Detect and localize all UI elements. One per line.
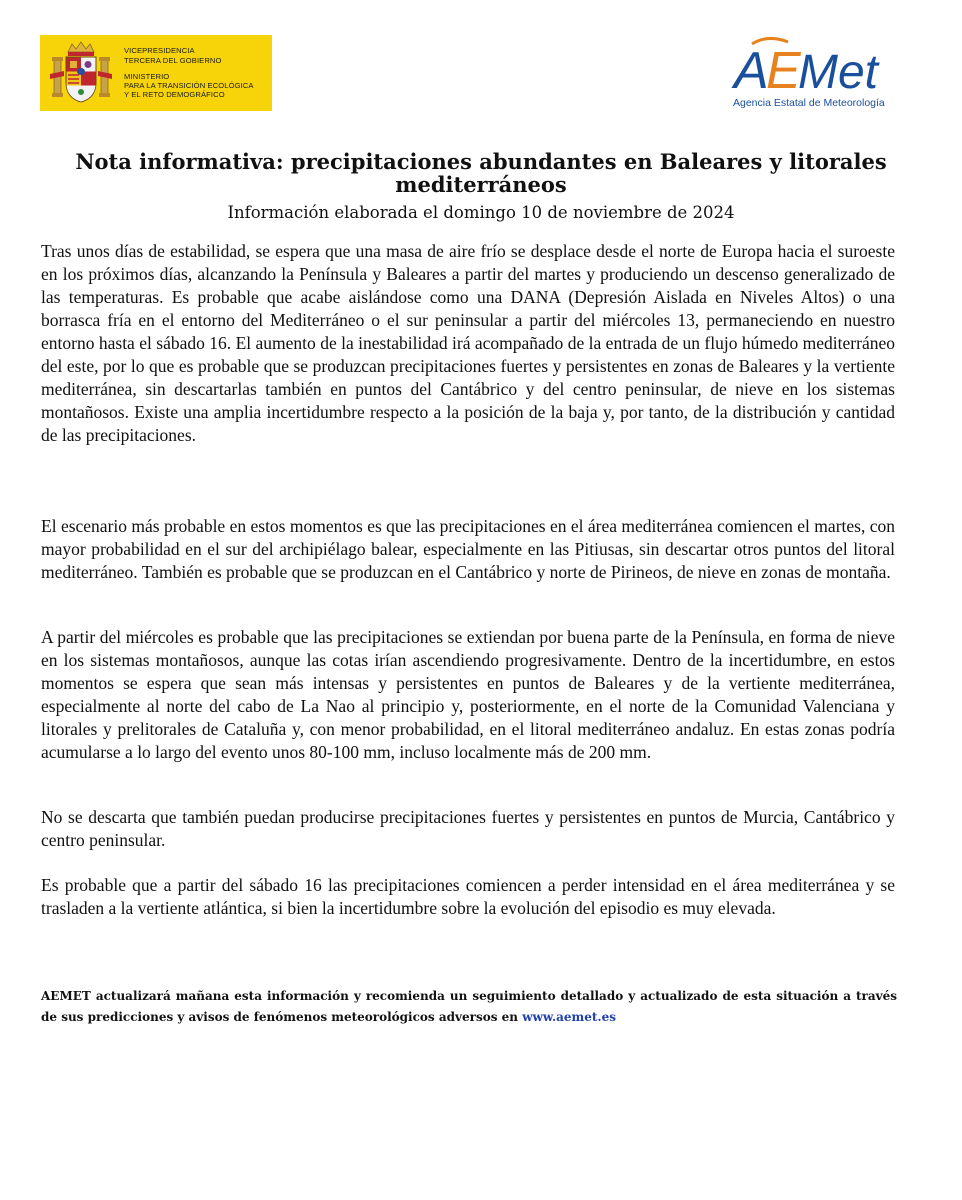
gov-line: VICEPRESIDENCIA	[124, 46, 195, 56]
aemet-logo-text: Met	[798, 46, 879, 99]
government-ministry-text	[124, 46, 254, 99]
paragraph: No se descarta que también puedan producirse precipitaciones fuertes y persistentes en puntos de Murcia, Cantábrico y centro peninsular.	[41, 807, 895, 850]
gov-line: Y EL RETO DEMOGRÁFICO	[124, 90, 225, 100]
aemet-subtitle: Agencia Estatal de Meteorología	[733, 97, 885, 109]
paragraph: El escenario más probable en estos momentos es que las precipitaciones en el área mediterránea comiencen el martes, con mayor probabilidad en el sur del archipiélago balear, especialmente en las Pitiusas, sin descartar otros puntos del litoral mediterráneo. También es probable que se produzcan en el Cantábrico y norte de Pirineos, de nieve en zonas de montaña.	[41, 516, 895, 582]
gov-line: PARA LA TRANSICIÓN ECOLÓGICA	[124, 81, 254, 91]
page-subtitle: Información elaborada el domingo 10 de noviembre de 2024	[227, 203, 735, 222]
footer-note	[41, 986, 897, 1028]
footer-text: AEMET actualizará mañana esta información y recomienda un seguimiento detallado y actualizado de esta situación a través de sus predicciones y avisos de fenómenos meteorológicos adversos en	[41, 989, 897, 1024]
gov-line: MINISTERIO	[124, 71, 170, 81]
paragraph: Tras unos días de estabilidad, se espera que una masa de aire frío se desplace desde el norte de Europa hacia el suroeste en los próximos días, alcanzando la Península y Baleares a partir del martes y produciendo un descenso generalizado de las temperaturas. Es probable que acabe aislándose como una DANA (Depresión Aislada en Niveles Altos) o una borrasca fría en el entorno del Mediterráneo o el sur peninsular a partir del miércoles 13, permaneciendo en nuestro entorno hasta el sábado 16. El aumento de la inestabilidad irá acompañado de la entrada de un flujo húmedo mediterráneo del este, por lo que es probable que se produzcan precipitaciones fuertes y persistentes en zonas de Baleares y la vertiente mediterránea, sin descartarlas también en puntos del Cantábrico y del centro peninsular, de nieve en los sistemas montañosos. Existe una amplia incertidumbre respecto a la posición de la baja y, por tanto, de la distribución y cantidad de las precipitaciones.	[41, 241, 895, 445]
paragraph: A partir del miércoles es probable que las precipitaciones se extiendan por buena parte de la Península, en forma de nieve en los sistemas montañosos, aunque las cotas irían ascendiendo progresivamente. Dentro de la incertidumbre, en estos momentos se espera que sean más intensas y persistentes en puntos de Baleares y de la vertiente mediterránea, especialmente al norte del cabo de La Nao al principio y, posteriormente, en el norte de la Comunidad Valenciana y litorales y prelitorales de Cataluña y, con menor probabilidad, en el litoral mediterráneo andaluz. En estas zonas podría acumularse a lo largo del evento unos 80-100 mm, incluso localmente más de 200 mm.	[41, 627, 895, 762]
coat-of-arms-icon	[46, 38, 116, 108]
government-header-badge	[40, 35, 272, 111]
aemet-logo-text: A	[734, 42, 769, 100]
gov-line: TERCERA DEL GOBIERNO	[124, 55, 222, 65]
aemet-website-link[interactable]: www.aemet.es	[522, 1010, 617, 1024]
paragraph: Es probable que a partir del sábado 16 las precipitaciones comiencen a perder intensidad en el área mediterránea y se trasladen a la vertiente atlántica, si bien la incertidumbre sobre la evolución del episodio es muy elevada.	[41, 875, 895, 918]
aemet-logo-text: E	[766, 42, 801, 100]
page-title: Nota informativa: precipitaciones abundantes en Baleares y litorales mediterráneos	[75, 149, 887, 197]
